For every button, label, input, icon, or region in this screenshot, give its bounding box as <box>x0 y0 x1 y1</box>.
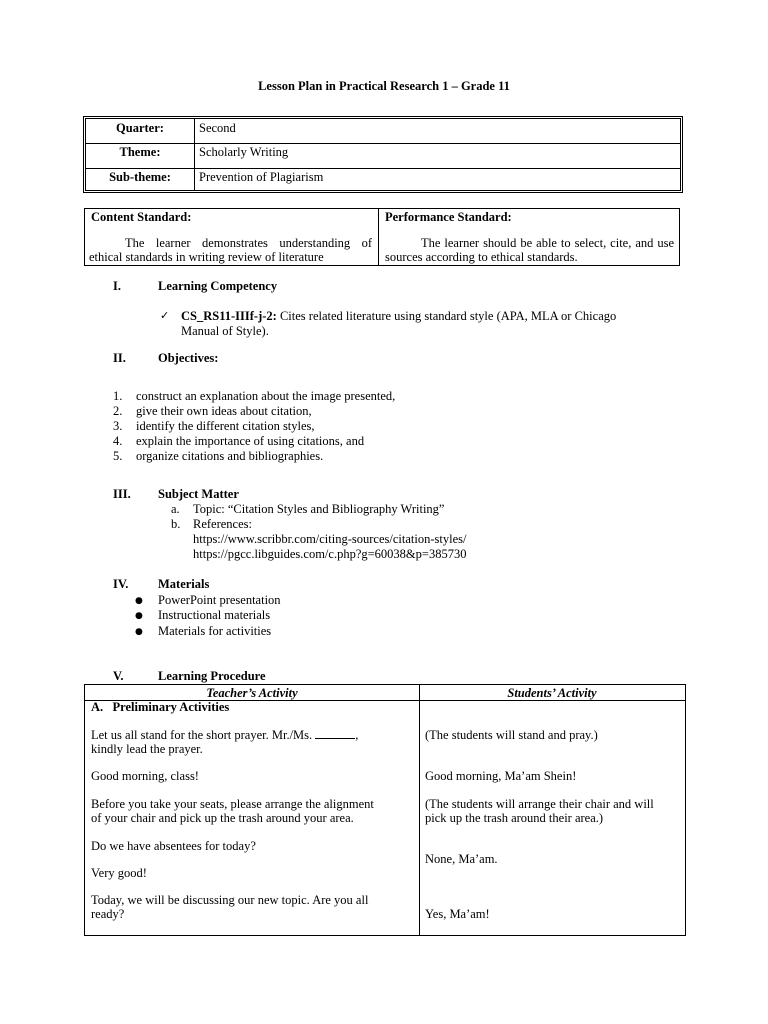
subtheme-value: Prevention of Plagiarism <box>199 170 324 184</box>
checkmark-icon: ✓ <box>160 309 170 322</box>
students-arrange-2: pick up the trash around their area.) <box>425 811 604 825</box>
students-pray: (The students will stand and pray.) <box>425 728 598 742</box>
standards-table <box>84 208 680 266</box>
objective-item: explain the importance of using citations, and <box>136 434 365 448</box>
material-item: Materials for activities <box>158 624 272 638</box>
teacher-prayer-2: kindly lead the prayer. <box>91 742 203 756</box>
procedure-table <box>84 684 686 936</box>
performance-standard-label: Performance Standard: <box>385 210 512 224</box>
quarter-value: Second <box>199 121 236 135</box>
students-arrange-1: (The students will arrange their chair and will <box>425 797 654 811</box>
section-3-heading: Subject Matter <box>158 487 239 501</box>
objective-number: 5. <box>113 449 123 463</box>
teacher-topic-2: ready? <box>91 907 125 921</box>
objective-number: 1. <box>113 389 123 403</box>
quarter-label: Quarter: <box>116 121 164 135</box>
objective-item: identify the different citation styles, <box>136 419 315 433</box>
section-5-number: V. <box>113 669 124 683</box>
teacher-very-good: Very good! <box>91 866 147 880</box>
section-2-number: II. <box>113 351 126 365</box>
info-table <box>83 116 683 193</box>
competency-line-1 <box>181 309 616 324</box>
bullet-icon: ● <box>135 596 143 606</box>
section-4-heading: Materials <box>158 577 210 591</box>
teacher-arrange-1: Before you take your seats, please arrange the alignment <box>91 797 374 811</box>
content-standard-text: The learner demonstrates understanding of ethical standards in writing review of literature <box>89 236 372 264</box>
section-4-number: IV. <box>113 577 129 591</box>
references-label: References: <box>193 517 252 531</box>
students-activity-header: Students’ Activity <box>507 686 597 700</box>
section-3-number: III. <box>113 487 131 501</box>
theme-value: Scholarly Writing <box>199 145 289 159</box>
objective-item: give their own ideas about citation, <box>136 404 312 418</box>
teacher-arrange-2: of your chair and pick up the trash around your area. <box>91 811 354 825</box>
bullet-icon: ● <box>135 627 143 637</box>
students-none: None, Ma’am. <box>425 852 498 866</box>
material-item: Instructional materials <box>158 608 271 622</box>
topic-text: Topic: “Citation Styles and Bibliography Writing” <box>193 502 445 516</box>
section-1-heading: Learning Competency <box>158 279 278 293</box>
students-greeting: Good morning, Ma’am Shein! <box>425 769 577 783</box>
preliminary-letter: A. <box>91 700 104 714</box>
objective-number: 3. <box>113 419 123 433</box>
page-title: Lesson Plan in Practical Research 1 – Grade 11 <box>258 79 510 93</box>
content-standard-label: Content Standard: <box>91 210 192 224</box>
subtheme-label: Sub-theme: <box>109 170 171 184</box>
teacher-absentees: Do we have absentees for today? <box>91 839 256 853</box>
material-item: PowerPoint presentation <box>158 593 281 607</box>
theme-label: Theme: <box>119 145 161 159</box>
section-2-heading: Objectives: <box>158 351 219 365</box>
section-5-heading: Learning Procedure <box>158 669 266 683</box>
teacher-prayer-text: Let us all stand for the short prayer. Mr./Ms. <box>91 728 313 742</box>
teacher-greeting: Good morning, class! <box>91 769 199 783</box>
topic-letter: a. <box>171 502 180 516</box>
reference-url: https://pgcc.libguides.com/c.php?g=60038&p=385730 <box>193 547 467 561</box>
objective-item: organize citations and bibliographies. <box>136 449 324 463</box>
reference-url: https://www.scribbr.com/citing-sources/citation-styles/ <box>193 532 467 546</box>
bullet-icon: ● <box>135 611 143 621</box>
objective-number: 4. <box>113 434 123 448</box>
info-row-quarter <box>86 119 680 144</box>
performance-standard-text: The learner should be able to select, cite, and use sources according to ethical standards. <box>385 236 674 264</box>
competency-text-2: Manual of Style). <box>181 324 269 338</box>
competency-text-1: Cites related literature using standard style (APA, MLA or Chicago <box>279 309 617 323</box>
preliminary-title: Preliminary Activities <box>112 700 230 714</box>
objective-number: 2. <box>113 404 123 418</box>
teacher-prayer-comma: , <box>355 728 359 742</box>
info-row-theme <box>86 143 680 169</box>
teacher-prayer <box>91 728 358 742</box>
section-1-number: I. <box>113 279 121 293</box>
teacher-activity-header: Teacher’s Activity <box>206 686 298 700</box>
teacher-topic-1: Today, we will be discussing our new topic. Are you all <box>91 893 369 907</box>
blank-line <box>315 728 355 739</box>
competency-code: CS_RS11-IIIf-j-2: <box>181 309 277 323</box>
preliminary-heading <box>91 700 229 714</box>
objective-item: construct an explanation about the image presented, <box>136 389 396 403</box>
references-letter: b. <box>171 517 181 531</box>
students-yes: Yes, Ma’am! <box>425 907 490 921</box>
info-row-subtheme <box>86 168 680 190</box>
